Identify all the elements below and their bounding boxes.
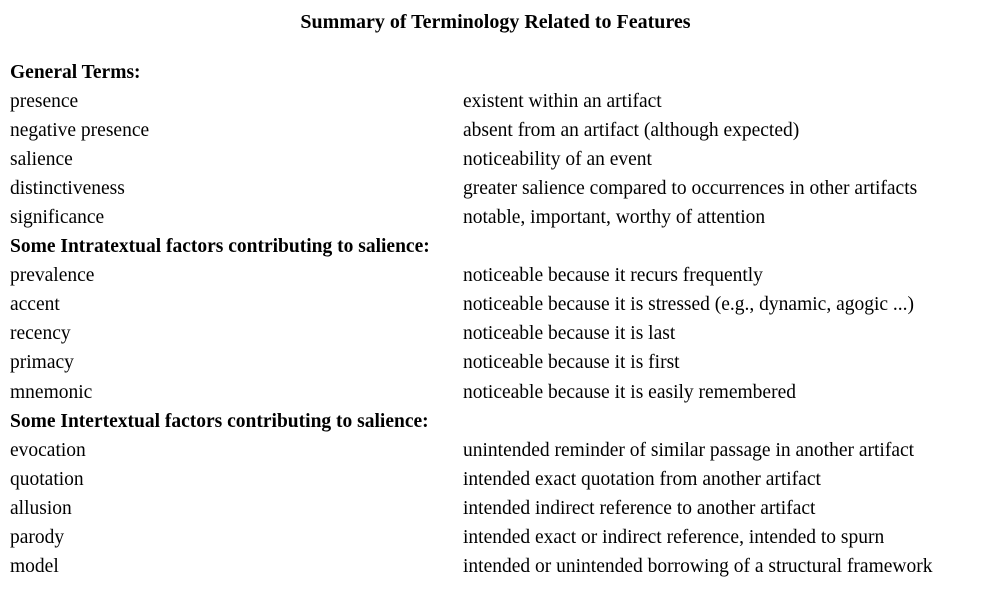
term-label: recency bbox=[10, 323, 71, 345]
term-row-negative-presence bbox=[10, 116, 975, 145]
term-label: salience bbox=[10, 148, 73, 170]
term-definition: intended exact quotation from another artifact bbox=[463, 468, 821, 490]
term-label: accent bbox=[10, 294, 60, 316]
term-label: evocation bbox=[10, 439, 86, 461]
term-row-recency bbox=[10, 320, 975, 349]
section-heading-label: General Terms: bbox=[10, 61, 141, 83]
term-row-presence bbox=[10, 87, 975, 116]
term-row-prevalence bbox=[10, 262, 975, 291]
section-heading-general-terms bbox=[10, 58, 975, 87]
term-row-model bbox=[10, 553, 975, 582]
term-label: distinctiveness bbox=[10, 177, 125, 199]
term-label: quotation bbox=[10, 468, 84, 490]
term-definition: greater salience compared to occurrences in other artifacts bbox=[463, 177, 918, 199]
term-row-primacy bbox=[10, 349, 975, 378]
term-definition: intended indirect reference to another artifact bbox=[463, 497, 816, 519]
term-definition: noticeable because it recurs frequently bbox=[463, 265, 763, 287]
section-heading-label: Some Intertextual factors contributing to salience: bbox=[10, 410, 429, 432]
term-label: mnemonic bbox=[10, 381, 93, 403]
term-row-salience bbox=[10, 145, 975, 174]
term-definition: noticeable because it is last bbox=[463, 323, 676, 345]
term-definition: absent from an artifact (although expected) bbox=[463, 119, 800, 141]
term-definition: notable, important, worthy of attention bbox=[463, 207, 766, 229]
term-definition: intended exact or indirect reference, intended to spurn bbox=[463, 527, 885, 549]
term-label: significance bbox=[10, 207, 105, 229]
section-heading-intratextual bbox=[10, 233, 975, 262]
term-row-quotation bbox=[10, 465, 975, 494]
term-row-allusion bbox=[10, 494, 975, 523]
term-row-mnemonic bbox=[10, 378, 975, 407]
terminology-table bbox=[10, 58, 975, 582]
term-definition: intended or unintended borrowing of a structural framework bbox=[463, 556, 933, 578]
term-label: allusion bbox=[10, 497, 72, 519]
term-row-evocation bbox=[10, 436, 975, 465]
term-label: parody bbox=[10, 527, 65, 549]
term-row-accent bbox=[10, 291, 975, 320]
term-label: primacy bbox=[10, 352, 74, 374]
term-definition: noticeable because it is stressed (e.g., dynamic, agogic ...) bbox=[463, 294, 915, 316]
term-label: presence bbox=[10, 90, 79, 112]
term-label: model bbox=[10, 556, 59, 578]
term-definition: unintended reminder of similar passage in another artifact bbox=[463, 439, 915, 461]
document-title: Summary of Terminology Related to Features bbox=[300, 11, 691, 33]
term-row-parody bbox=[10, 524, 975, 553]
term-definition: noticeable because it is easily remembered bbox=[463, 381, 796, 403]
term-label: negative presence bbox=[10, 119, 150, 141]
term-definition: noticeable because it is first bbox=[463, 352, 680, 374]
section-heading-intertextual bbox=[10, 407, 975, 436]
term-definition: noticeability of an event bbox=[463, 148, 652, 170]
term-label: prevalence bbox=[10, 265, 95, 287]
section-heading-label: Some Intratextual factors contributing to salience: bbox=[10, 236, 430, 258]
term-row-distinctiveness bbox=[10, 174, 975, 203]
term-definition: existent within an artifact bbox=[463, 90, 662, 112]
term-row-significance bbox=[10, 203, 975, 232]
